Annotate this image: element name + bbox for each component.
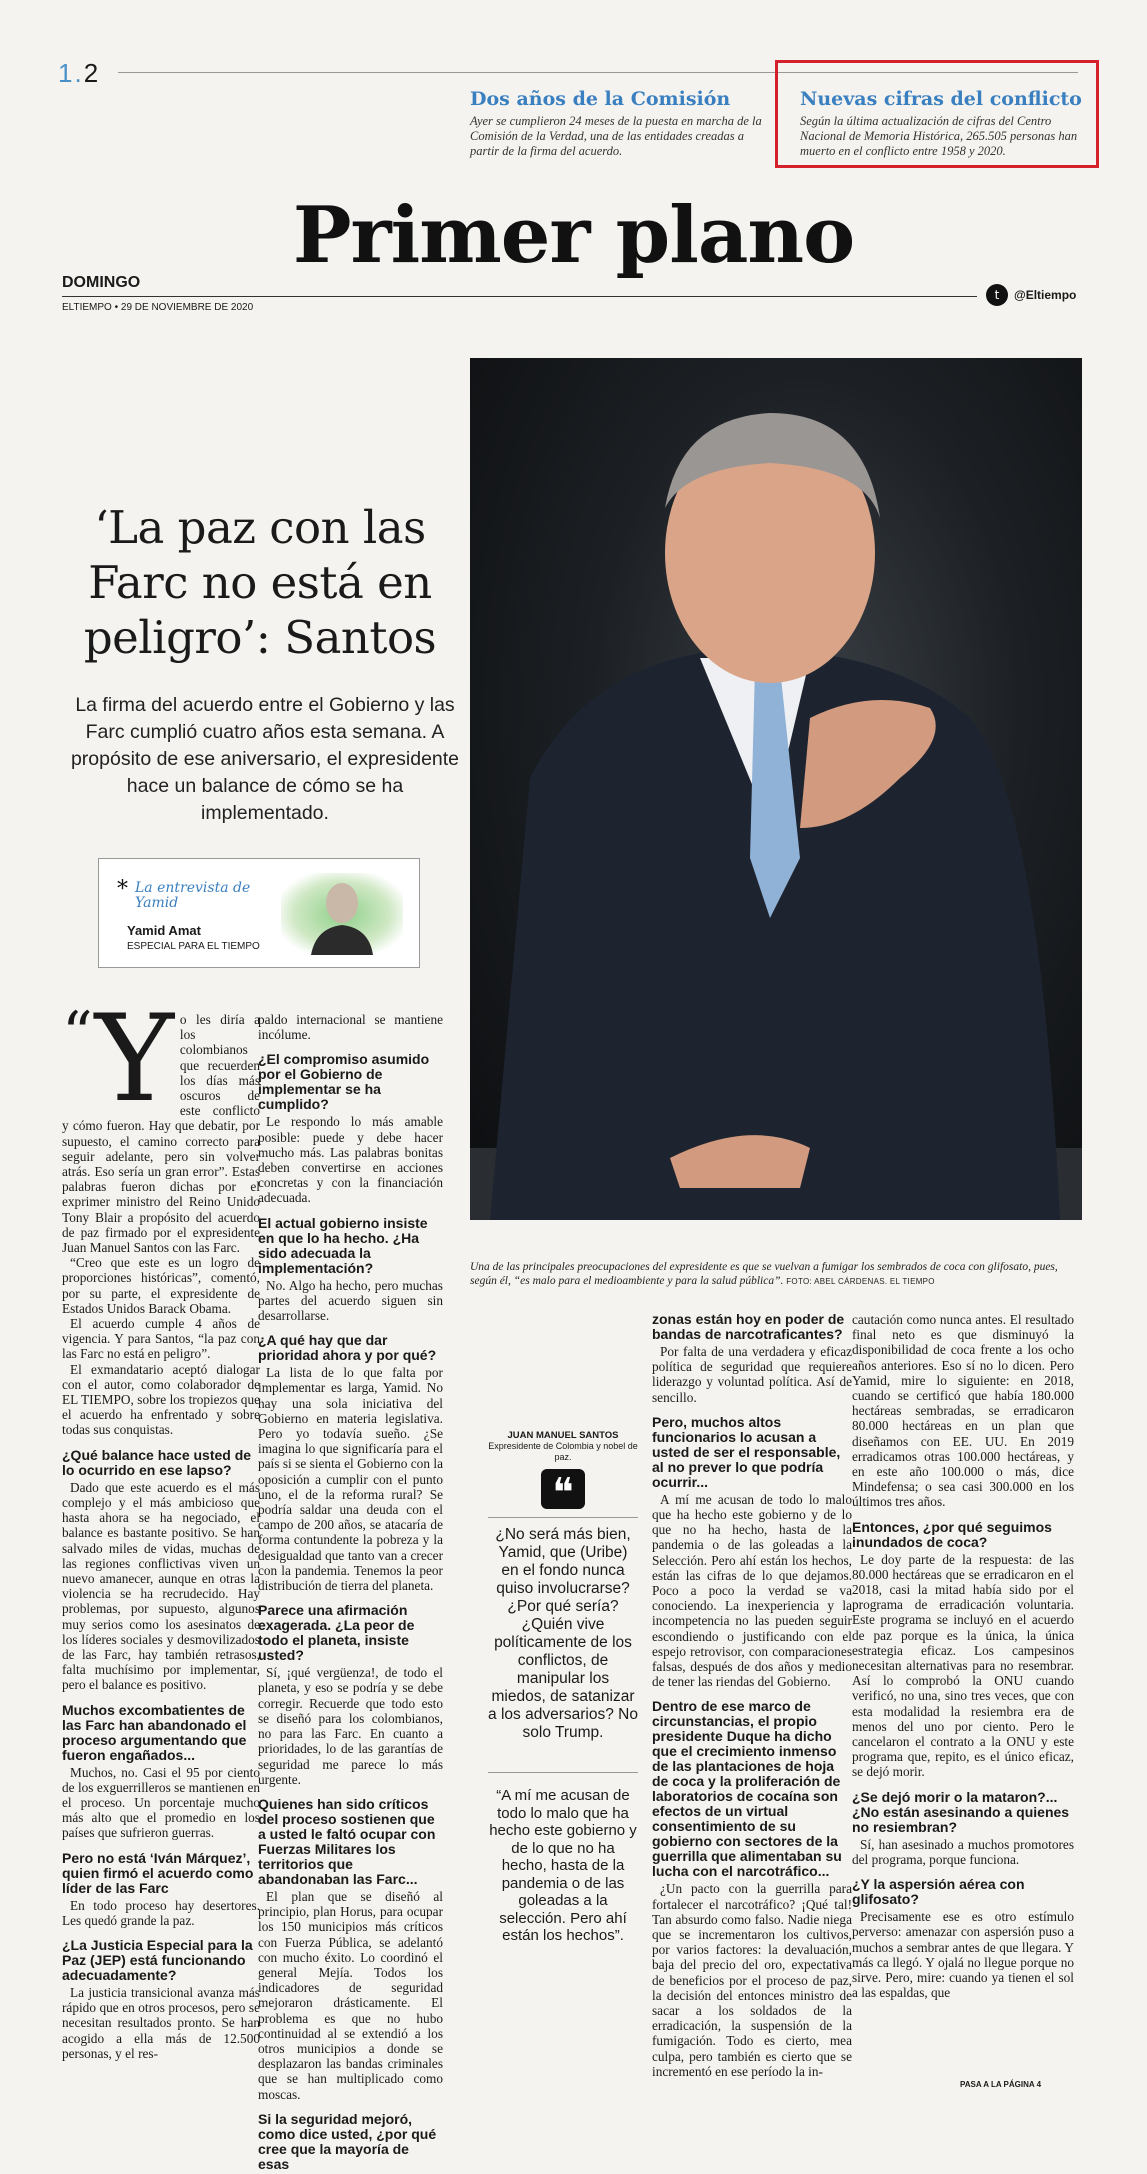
question: zonas están hoy en poder de bandas de narcotraficantes?	[652, 1311, 845, 1342]
day-label: DOMINGO	[62, 274, 141, 291]
question: Pero no está ‘Iván Márquez’, quien firmó el acuerdo como líder de las Farc	[62, 1849, 254, 1896]
teaser-title: Nuevas cifras del conflicto	[800, 88, 1082, 110]
teaser-cifras[interactable]	[800, 88, 1090, 159]
question: El actual gobierno insiste en que lo ha hecho. ¿Ha sido adecuada la implementación?	[258, 1214, 428, 1276]
headline: ‘La paz con las Farc no está en peligro’: Santos	[83, 501, 437, 664]
teaser-body: Según la última actualización de cifras del Centro Nacional de Memoria Histórica, 265.505 personas han muerto en el conflicto entre 1958 y 2020.	[800, 114, 1078, 158]
dateline: ELTIEMPO • 29 DE NOVIEMBRE DE 2020	[62, 302, 254, 313]
column-4: cautación como nunca antes. El resultado final neto es que disminuyó la disponibilidad de coca frente a los ocho años anteriores. Eso sí no lo dicen. Pero Yamid, mire lo siguiente: en 2018, cuando se certificó que había 180.000 hectáreas sembradas, se erradicaron 80.000 hectáreas en un plan que diseñamos con EE. UU. En 2019 erradicamos otras 100.000 hectáreas, y en este año 100.000 o más, dice Mindefensa; o sea casi 300.000 en los últimos tres años. Entonces, ¿por qué seguimos inundados de coca? Le doy parte de la respuesta: de las 80.000 hectáreas que se erradicaron en el 2018, casi la mitad había sido por el programa de erradicación voluntaria. Este programa se incluyó en el acuerdo de paz porque es la única, la única estrategia eficaz. Los campesinos necesitan alternativas para no resembrar. Así lo comprobó la ONU cuando verificó, no una, sino tres veces, que con esta modalidad la resiembra era de menos del uno por ciento. Pero le cancelaron el contrato a la ONU y este programa que, repito, es el único eficaz, se dejó morir. ¿Se dejó morir o la mataron?... ¿No están asesinando a quienes no resiembran? Sí, han asesinado a muchos promotores del programa, porque funciona. ¿Y la aspersión aérea con glifosato? Precisamente ese es otro estímulo perverso: amenazar con aspersión puso a muchos a sembrar antes de que llegara. Y más ca llegó. Y ojalá no llegue porque no sirve. Pero, mire: cuando ya tienen el sol a las espaldas, que	[852, 1312, 1074, 2001]
pull-quote-text-2: “A mí me acusan de todo lo malo que ha hecho este gobierno y de lo que no ha hecho, hasta de la pandemia o de las goleadas a la selección. Pero ahí están los hechos”.	[489, 1787, 637, 1944]
divider	[488, 1772, 638, 1773]
question: ¿El compromiso asumido por el Gobierno de implementar se ha cumplido?	[258, 1051, 430, 1113]
jump-line[interactable]: PASA A LA PÁGINA 4	[960, 2080, 1042, 2089]
portrait-illustration	[470, 358, 1082, 1220]
byline-role: ESPECIAL PARA EL TIEMPO	[127, 941, 260, 952]
drop-cap: Y	[94, 990, 174, 1129]
question: Entonces, ¿por qué seguimos inundados de coca?	[852, 1518, 1052, 1550]
pull-quote-text: ¿No será más bien, Yamid, que (Uribe) en el fondo nunca quiso involucrarse? ¿Por qué sería? ¿Quién vive políticamente de los conflictos, de manipular los miedos, de satanizar a los adversarios? No solo Trump.	[488, 1526, 638, 1741]
pull-quote-source: JUAN MANUEL SANTOS	[507, 1430, 619, 1441]
photo-credit: FOTO: ABEL CÁRDENAS. EL TIEMPO	[786, 1277, 935, 1286]
question: Pero, muchos altos funcionarios lo acusan a usted de ser el responsable, al no prever lo que podría ocurrir...	[652, 1413, 841, 1490]
author-portrait-illustration	[281, 873, 403, 955]
photo-caption: Una de las principales preocupaciones del expresidente es que se vuelvan a fumigar los sembrados de coca con glifosato, pues, según él, “es malo para el medioambiente y para la salud pública”. FOTO: ABEL CÁRDENAS. EL TIEMPO	[470, 1261, 1058, 1287]
question: Quienes han sido críticos del proceso sostienen que a usted le faltó ocupar con Fuerzas Militares los territorios que abandonaban las Farc...	[258, 1795, 436, 1887]
masthead-rule	[62, 296, 977, 297]
pull-quote-role: Expresidente de Colombia y nobel de paz.	[488, 1441, 638, 1462]
twitter-icon: t	[986, 284, 1008, 306]
question: ¿A qué hay que dar prioridad ahora y por qué?	[258, 1332, 437, 1364]
dek: La firma del acuerdo entre el Gobierno y las Farc cumplió cuatro años esta semana. A propósito de ese aniversario, el expresidente hace un balance de cómo se ha implementado.	[70, 694, 460, 824]
column-1: “ Y o les diría a los colombianos que recuerden los días más oscuros de este conflicto y cómo fueron. Hay que debatir, por supuesto, el camino correcto para seguir adelante, pero sin volver atrás. Eso sería un gran error”. Estas palabras fueron dichas por el exprimer ministro del Reino Unido Tony Blair a propósito del acuerdo de paz firmado por el expresidente Juan Manuel Santos con las Farc. “Creo que este es un logro de proporciones históricas”, comentó, por su parte, el expresidente de Estados Unidos Barack Obama. El acuerdo cumple 4 años de vigencia. Y para Santos, “la paz con las Farc no está en peligro”. El exmandatario aceptó dialogar con el autor, como colaborador de EL TIEMPO, sobre los tropiezos que el acuerdo ha enfrentado y sobre todas sus conquistas. ¿Qué balance hace usted de lo ocurrido en ese lapso? Dado que este acuerdo es el más complejo y el más ambicioso que hasta ahora se ha negociado, el balance es bastante positivo. Se han salvado miles de vidas, muchas de las regiones conflictivas viven un nuevo amanecer, aunque en otras la violencia se ha recrudecido. Hay problemas, por supuesto, algunos muy serios como los asesinatos de los líderes sociales y desmovilizados de las Farc, hay también retrasos, falta muchísimo por implementar, pero el balance es positivo. Muchos excombatientes de las Farc han abandonado el proceso argumentando que fueron engañados... Muchos, no. Casi el 95 por ciento de los exguerrilleros se mantienen en el proceso. Un porcentaje mucho más alto que el promedio en los países que sufrieron guerras. Pero no está ‘Iván Márquez’, quien firmó el acuerdo como líder de las Farc En todo proceso hay desertores. Les quedó grande la paz. ¿La Justicia Especial para la Paz (JEP) está funcionando adecuadamente? La justicia transicional avanza más rápido que en otros procesos, pero se necesitan resultados pronto. Se han acogido a ella más de 12.500 personas, y el res-	[62, 990, 260, 2061]
pull-quote	[488, 1430, 638, 1945]
question: Dentro de ese marco de circunstancias, el propio presidente Duque ha dicho que el crecimiento inmenso de las plantaciones de hoja de coca y la proliferación de laboratorios de cocaína son efectos de un virtual consentimiento de su gobierno con sectores de la guerrilla que alimentaban su lucha con el narcotráfico...	[652, 1698, 842, 1880]
section-title: Primer plano	[292, 190, 855, 281]
question: Parece una afirmación exagerada. ¿La peor de todo el planeta, insiste usted?	[258, 1602, 415, 1664]
question: Muchos excombatientes de las Farc han abandonado el proceso argumentando que fueron engañados...	[62, 1701, 247, 1763]
teaser-title: Dos años de la Comisión	[470, 88, 731, 110]
question: ¿Y la aspersión aérea con glifosato?	[852, 1876, 1025, 1908]
star-icon: *	[117, 877, 128, 902]
column-2: paldo internacional se mantiene incólume. ¿El compromiso asumido por el Gobierno de implementar se ha cumplido? Le respondo lo más amable posible: puede y debe hacer mucho más. Las palabras bonitas deben convertirse en acciones concretas y con la financiación adecuada. El actual gobierno insiste en que lo ha hecho. ¿Ha sido adecuada la implementación? No. Algo ha hecho, pero muchas partes del acuerdo siguen sin desarrollarse. ¿A qué hay que dar prioridad ahora y por qué? La lista de lo que falta por implementar es larga, Yamid. No hay una sola iniciativa del Gobierno en materia legislativa. Pero yo todavía sueño. ¿Se imagina lo que significaría para el país si se sienta el Gobierno con la oposición a cumplir con el punto uno, el de la reforma rural? Se podría saldar una deuda con el campo de 200 años, se atacaría de forma contundente la pobreza y la desigualdad que tanto van a crecer con la pandemia. Tenemos la peor distribución de tierra del planeta. Parece una afirmación exagerada. ¿La peor de todo el planeta, insiste usted? Sí, ¡qué vergüenza!, de todo el planeta, y eso se podría y se debe corregir. Recuerde que todo esto se diseñó para los colombianos, no para las Farc. En cuanto a prioridades, lo de las garantías de seguridad me parece lo más urgente. Quienes han sido críticos del proceso sostienen que a usted le faltó ocupar con Fuerzas Militares los territorios que abandonaban las Farc... El plan que se diseñó al principio, plan Horus, para ocupar los 150 municipios más críticos con Fuerza Pública, se adelantó con mucho éxito. Lo coordinó el general Mejía. Todos los indicadores de seguridad mejoraron drásticamente. El problema es que no hubo continuidad al se extendió a los otros municipios a donde se desplazaron las bandas criminales que se han multiplicado como moscas. Si la seguridad mejoró, como dice usted, ¿por qué cree que la mayoría de esas	[258, 1012, 443, 2172]
byline-section: La entrevista de Yamid	[135, 880, 251, 911]
quote-icon: ❝	[541, 1469, 585, 1509]
author-portrait	[281, 873, 403, 955]
open-quote: “	[62, 999, 93, 1069]
page-number: 1.2	[58, 58, 101, 88]
twitter-handle[interactable]: @Eltiempo	[1014, 288, 1077, 302]
question: Si la seguridad mejoró, como dice usted, ¿por qué cree que la mayoría de esas	[258, 2110, 437, 2172]
byline-box	[98, 858, 420, 968]
question: ¿La Justicia Especial para la Paz (JEP) está funcionando adecuadamente?	[62, 1936, 253, 1983]
question: ¿Qué balance hace usted de lo ocurrido en ese lapso?	[62, 1446, 252, 1478]
column-3: zonas están hoy en poder de bandas de narcotraficantes? Por falta de una verdadera y eficaz política de seguridad que requiere liderazgo y voluntad política. Así de sencillo. Pero, muchos altos funcionarios lo acusan a usted de ser el responsable, al no prever lo que podría ocurrir... A mí me acusan de todo lo malo que ha hecho este gobierno y de lo que no ha hecho, hasta de la pandemia o de las goleadas a la Selección. Pero ahí están los hechos, están las cifras de lo que dejamos. Poco a poco la verdad se va conociendo. La inexperiencia y la incompetencia no las pueden seguir escondiendo o justificando con el espejo retrovisor, con comparaciones falsas, después de dos años y medio de tener las riendas del Gobierno. Dentro de ese marco de circunstancias, el propio presidente Duque ha dicho que el crecimiento inmenso de las plantaciones de hoja de coca y la proliferación de laboratorios de cocaína son efectos de un virtual consentimiento de su gobierno con sectores de la guerrilla que alimentaban su lucha con el narcotráfico... ¿Un pacto con la guerrilla para fortalecer el narcotráfico? ¡Qué tal! Tan absurdo como falso. Nadie niega que se incrementaron los cultivos, por varios factores: la devaluación, baja del precio del oro, expectativa de beneficios por el proceso de paz, la decisión del entonces ministro de sacar a los soldados de la erradicación, la suspensión de la fumigación. Todo es cierto, mea culpa, pero también es cierto que se incrementó en ese período la in-	[652, 1311, 852, 2079]
divider	[488, 1517, 638, 1518]
santos-photo	[470, 358, 1082, 1220]
teaser-comision[interactable]	[470, 88, 770, 159]
question: ¿Se dejó morir o la mataron?... ¿No están asesinando a quienes no resiembran?	[852, 1788, 1070, 1835]
byline-name: Yamid Amat	[127, 923, 201, 938]
teaser-body: Ayer se cumplieron 24 meses de la puesta en marcha de la Comisión de la Verdad, una de las entidades creadas a partir de la firma del acuerdo.	[470, 114, 762, 158]
